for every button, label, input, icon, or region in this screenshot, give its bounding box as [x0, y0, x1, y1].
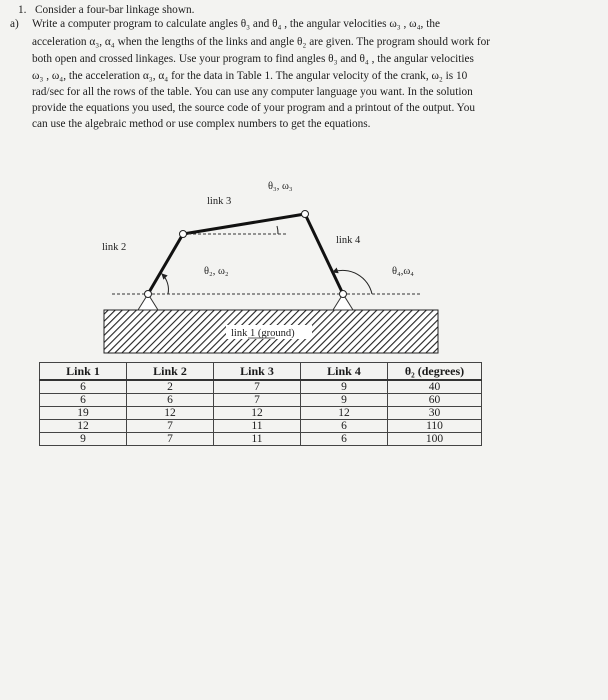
table-row	[40, 394, 482, 407]
header-link4: Link 4	[301, 363, 388, 381]
problem-text-line: Write a computer program to calculate angles θ₃ and θ₄ , the angular velocities ω₃ , ω₄, the	[32, 18, 441, 30]
problem-text-line: provide the equations you used, the source code of your program and a printout of the output. You	[32, 102, 475, 114]
table-row	[40, 433, 482, 446]
joint-o4	[340, 291, 347, 298]
table-cell: 6	[301, 433, 388, 446]
problem-text-line: rad/sec for all the rows of the table. You can use any computer language you want. In the solution	[32, 86, 473, 98]
table-cell: 7	[127, 433, 214, 446]
table-cell: 100	[388, 433, 482, 446]
label-theta4: θ₄,ω₄	[392, 266, 414, 277]
table-row	[40, 420, 482, 433]
label-link4: link 4	[336, 235, 361, 246]
label-theta2: θ₂, ω₂	[204, 266, 229, 277]
four-bar-linkage-diagram	[0, 170, 608, 360]
table-cell: 12	[40, 420, 127, 433]
table-cell: 40	[388, 380, 482, 394]
label-link1-ground: link 1 (ground)	[231, 328, 295, 339]
table-cell: 12	[214, 407, 301, 420]
link-3-bar	[183, 214, 305, 234]
problem-text-line: ω₃ , ω₄, the acceleration α₃, α₄ for the data in Table 1. The angular velocity of the crank, ω₂ is 10	[32, 70, 468, 82]
link-2-bar	[148, 234, 183, 294]
table-cell: 11	[214, 420, 301, 433]
problem-intro: Consider a four-bar linkage shown.	[35, 4, 195, 16]
table-cell: 2	[127, 380, 214, 394]
table-cell: 60	[388, 394, 482, 407]
table-row	[40, 380, 482, 394]
table-cell: 7	[214, 380, 301, 394]
header-link1: Link 1	[40, 363, 127, 381]
table-cell: 19	[40, 407, 127, 420]
header-link2: Link 2	[127, 363, 214, 381]
label-link3: link 3	[207, 196, 232, 207]
table-cell: 6	[127, 394, 214, 407]
table-cell: 30	[388, 407, 482, 420]
link-4-bar	[305, 214, 343, 294]
problem-text-line: can use the algebraic method or use complex numbers to get the equations.	[32, 118, 371, 130]
label-theta3: θ₃, ω₃	[268, 181, 293, 192]
table-cell: 7	[127, 420, 214, 433]
problem-line-1	[10, 17, 440, 31]
theta3-arc	[277, 226, 278, 234]
header-theta2: θ₂ (degrees)	[388, 363, 482, 381]
problem-number: 1.	[18, 4, 27, 16]
label-link2: link 2	[102, 242, 127, 253]
table-cell: 7	[214, 394, 301, 407]
table-cell: 9	[40, 433, 127, 446]
table-cell: 12	[301, 407, 388, 420]
table-cell: 9	[301, 394, 388, 407]
table-cell: 6	[301, 420, 388, 433]
table-cell: 11	[214, 433, 301, 446]
theta2-arc	[162, 274, 168, 294]
problem-text-line: both open and crossed linkages. Use your program to find angles θ₃ and θ₄ , the angular velocities	[32, 53, 474, 65]
table-header-row	[40, 363, 482, 381]
table-cell: 6	[40, 394, 127, 407]
problem-text-line: acceleration α₃, α₄ when the lengths of the links and angle θ₂ are given. The program should work for	[32, 36, 491, 48]
header-link3: Link 3	[214, 363, 301, 381]
table-cell: 6	[40, 380, 127, 394]
linkage-data-table	[39, 362, 482, 446]
joint-a	[180, 231, 187, 238]
table-cell: 12	[127, 407, 214, 420]
joint-b	[302, 211, 309, 218]
part-label: a)	[10, 18, 19, 30]
table-cell: 9	[301, 380, 388, 394]
table-row	[40, 407, 482, 420]
table-cell: 110	[388, 420, 482, 433]
problem-heading	[18, 3, 194, 17]
joint-o2	[145, 291, 152, 298]
